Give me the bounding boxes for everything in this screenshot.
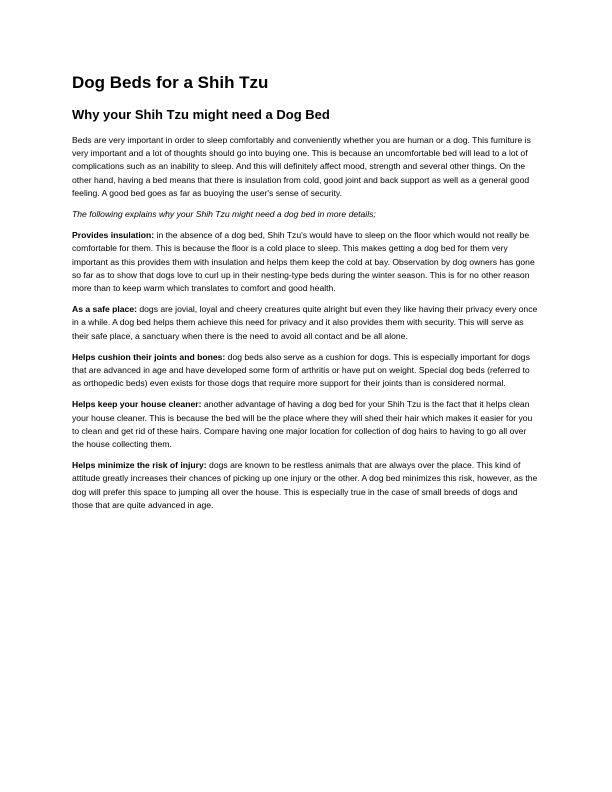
document-page xyxy=(72,72,540,520)
section-body: dogs are known to be restless animals that are always over the place. This kind of attitude greatly increases their chances of picking up one injury or the other. A dog bed minimizes this risk, however, as the dog will prefer this space to jumping all over the house. This is especially true in the case of small breeds of dogs and those that are quite advanced in age. xyxy=(72,460,538,510)
section-body: in the absence of a dog bed, Shih Tzu's would have to sleep on the floor which would not really be comfortable for them. This is because the floor is a cold place to sleep. This makes getting a dog bed for them very important as this provides them with insulation and helps them keep the cold at bay. Observation by dog owners has gone so far as to show that dogs love to curl up in their nesting-type beds during the winter season. This is for no other reason more than to keep warm which translates to comfort and good health. xyxy=(72,230,535,294)
section-body: another advantage of having a dog bed for your Shih Tzu is the fact that it helps clean your house cleaner. This is because the bed will be the place where they will shed their hair which makes it easier for you to clean and get rid of these hairs. Compare having one major location for collection of dog hairs to having to go all over the house collecting them. xyxy=(72,399,533,450)
intro-paragraph: Beds are very important in order to sleep comfortably and conveniently whether you are human or a dog. This furniture is very important and a lot of thoughts should go into buying one. This is because an uncomfortable bed will lead to a lot of complications such as an inability to sleep. And this will definitely affect mood, strength and several other things. On the other hand, having a bed means that there is insulation from cold, good joint and back support as well as a general good feeling. A good bed goes as far as buoying the user's sense of security. xyxy=(72,135,531,198)
explain-paragraph: The following explains why your Shih Tzu might need a dog bed in more details; xyxy=(72,209,376,220)
section-insulation xyxy=(72,229,540,295)
section-heading: Helps cushion their joints and bones: xyxy=(72,351,226,362)
section-heading: Provides insulation: xyxy=(72,230,155,241)
section-joints xyxy=(72,351,540,391)
section-heading: Helps minimize the risk of injury: xyxy=(72,460,207,471)
section-heading: Helps keep your house cleaner: xyxy=(72,399,202,410)
section-cleaner xyxy=(72,398,540,451)
section-safe-place xyxy=(72,303,540,343)
document-subtitle: Why your Shih Tzu might need a Dog Bed xyxy=(72,107,330,122)
section-body: dogs are jovial, loyal and cheery creatures quite alright but even they like having their privacy every once in a while. A dog bed helps them achieve this need for privacy and it also provides them with security. This will serve as their safe place, a sanctuary when there is the need to avoid all contact and be all alone. xyxy=(72,304,538,341)
section-heading: As a safe place: xyxy=(72,304,137,315)
document-title: Dog Beds for a Shih Tzu xyxy=(72,73,269,92)
section-body: dog beds also serve as a cushion for dogs. This is especially important for dogs that are advanced in age and have developed some form of arthritis or have put on weight. Special dog beds (referred to as orthopedic beds) even exists for those dogs that require more support for their joints than is considered normal. xyxy=(72,351,530,389)
section-injury xyxy=(72,459,540,512)
